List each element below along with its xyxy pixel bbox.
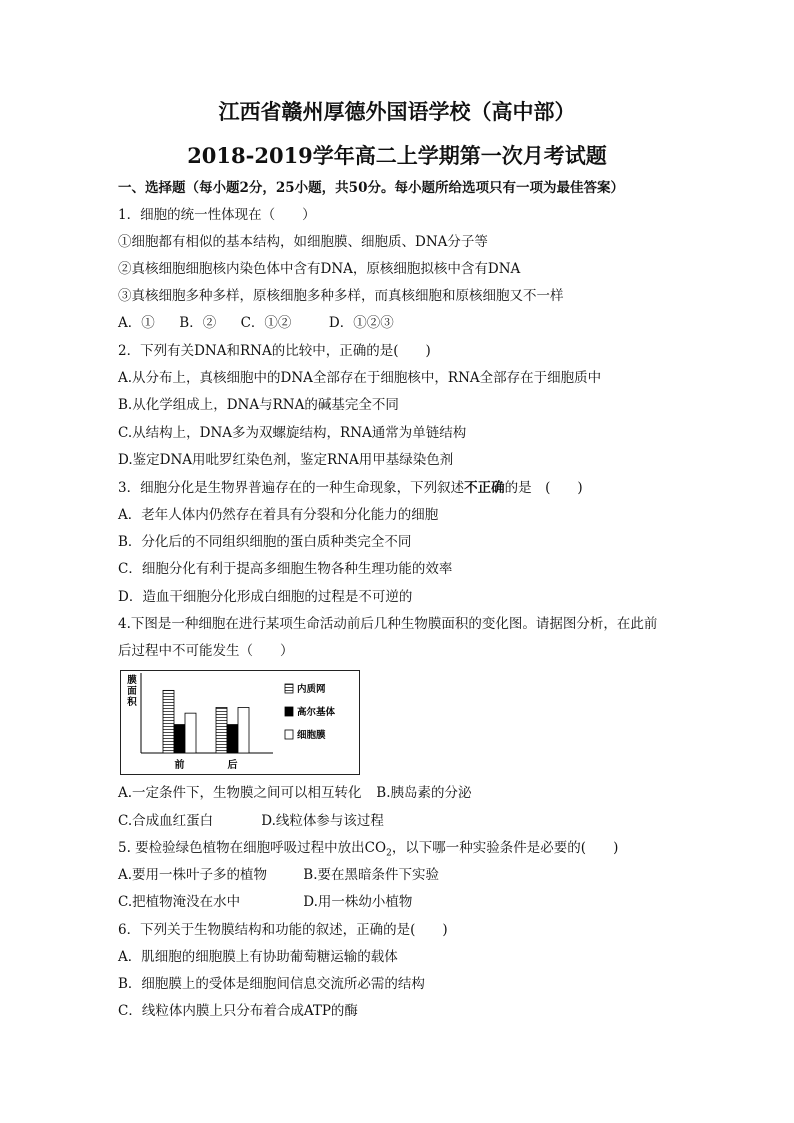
x-tick-label-2: 后	[227, 760, 238, 771]
q3-stem-emphasis: 不正确	[464, 480, 505, 496]
bar-after-1	[216, 707, 227, 753]
q4-stem-line2: 后过程中不可能发生（ ）	[118, 643, 294, 659]
q1-option-a: A．①	[118, 315, 155, 331]
q4-options-row2	[118, 812, 384, 830]
bar-before-1	[163, 690, 174, 753]
legend-swatch-1	[285, 684, 293, 693]
membrane-area-chart	[120, 670, 360, 775]
q2-option-a: A.从分布上，真核细胞中的DNA全部存在于细胞核中，RNA全部存在于细胞质中	[118, 370, 602, 386]
legend-label-2: 高尔基体	[297, 707, 336, 718]
q6-option-c: C．线粒体内膜上只分布着合成ATP的酶	[118, 1003, 358, 1019]
q1-option-d: D．①②③	[328, 315, 394, 331]
x-tick-label-1: 前	[174, 760, 185, 771]
chart-svg	[121, 671, 359, 774]
q5-option-a: A.要用一株叶子多的植物	[118, 867, 268, 883]
q1-option-b: B．②	[179, 315, 217, 331]
q6-stem: 6．下列关于生物膜结构和功能的叙述，正确的是( )	[118, 922, 448, 938]
q5-option-c: C.把植物淹没在水中	[118, 894, 241, 910]
q4-option-c: C.合成血红蛋白	[118, 813, 214, 829]
bar-before-2	[174, 725, 185, 753]
q3-stem-before: 3．细胞分化是生物界普遍存在的一种生命现象，下列叙述	[118, 480, 465, 496]
q1-item-3: ③真核细胞多种多样，原核细胞多种多样，而真核细胞和原核细胞又不一样	[118, 288, 564, 304]
q1-stem: 1．细胞的统一性体现在（ ）	[118, 207, 316, 223]
school-title: 江西省赣州厚德外国语学校（高中部）	[218, 99, 576, 124]
q2-option-c: C.从结构上，DNA多为双螺旋结构，RNA通常为单链结构	[118, 425, 467, 441]
legend-label-3: 细胞膜	[297, 730, 326, 741]
q5-option-d: D.用一株幼小植物	[303, 894, 413, 910]
q3-stem	[118, 479, 583, 497]
q2-option-b: B.从化学组成上，DNA与RNA的碱基完全不同	[118, 397, 399, 413]
q3-option-d: D．造血干细胞分化形成白细胞的过程是不可逆的	[118, 589, 413, 605]
legend-label-1: 内质网	[297, 684, 326, 695]
q5-options-row1	[118, 866, 439, 884]
q4-option-d: D.线粒体参与该过程	[261, 813, 384, 829]
q5-stem	[118, 839, 618, 863]
q2-stem: 2．下列有关DNA和RNA的比较中，正确的是( )	[118, 343, 431, 359]
q3-option-b: B．分化后的不同组织细胞的蛋白质种类完全不同	[118, 534, 412, 550]
legend-swatch-3	[285, 730, 293, 739]
q3-option-c: C．细胞分化有利于提高多细胞生物各种生理功能的效率	[118, 561, 453, 577]
q2-option-d: D.鉴定DNA用吡罗红染色剂，鉴定RNA用甲基绿染色剂	[118, 452, 454, 468]
q1-item-1: ①细胞都有相似的基本结构，如细胞膜、细胞质、DNA分子等	[118, 234, 488, 250]
legend-swatch-2	[285, 707, 293, 716]
y-axis-label-text: 膜面积	[127, 675, 137, 708]
q3-option-a: A．老年人体内仍然存在着具有分裂和分化能力的细胞	[118, 507, 439, 523]
q4-options-row1	[118, 784, 472, 802]
q4-stem-line1: 4.下图是一种细胞在进行某项生命活动前后几种生物膜面积的变化图。请据图分析，在此前	[118, 616, 658, 632]
q6-option-a: A．肌细胞的细胞膜上有协助葡萄糖运输的载体	[118, 949, 398, 965]
q5-stem-subscript: 2	[386, 848, 392, 859]
q4-option-a: A.一定条件下，生物膜之间可以相互转化	[118, 785, 362, 801]
q5-option-b: B.要在黑暗条件下实验	[303, 867, 440, 883]
bar-after-3	[238, 707, 249, 753]
q1-item-2: ②真核细胞细胞核内染色体中含有DNA，原核细胞拟核中含有DNA	[118, 261, 521, 277]
bar-before-3	[185, 713, 196, 753]
q6-option-b: B．细胞膜上的受体是细胞间信息交流所必需的结构	[118, 976, 425, 992]
section-heading: 一、选择题（每小题2分，25小题，共50分。每小题所给选项只有一项为最佳答案）	[118, 180, 624, 196]
q1-option-c: C．①②	[240, 315, 292, 331]
q4-option-b: B.胰岛素的分泌	[376, 785, 472, 801]
exam-title: 2018-2019学年高二上学期第一次月考试题	[187, 143, 607, 168]
q5-stem-before: 5. 要检验绿色植物在细胞呼吸过程中放出CO	[118, 840, 387, 856]
q5-stem-after: ，以下哪一种实验条件是必要的( )	[391, 840, 619, 856]
q1-options	[118, 314, 394, 332]
q3-stem-after: 的是 ( )	[504, 480, 583, 496]
y-axis-label	[127, 674, 137, 708]
bar-after-2	[227, 725, 238, 753]
q5-options-row2	[118, 893, 412, 911]
